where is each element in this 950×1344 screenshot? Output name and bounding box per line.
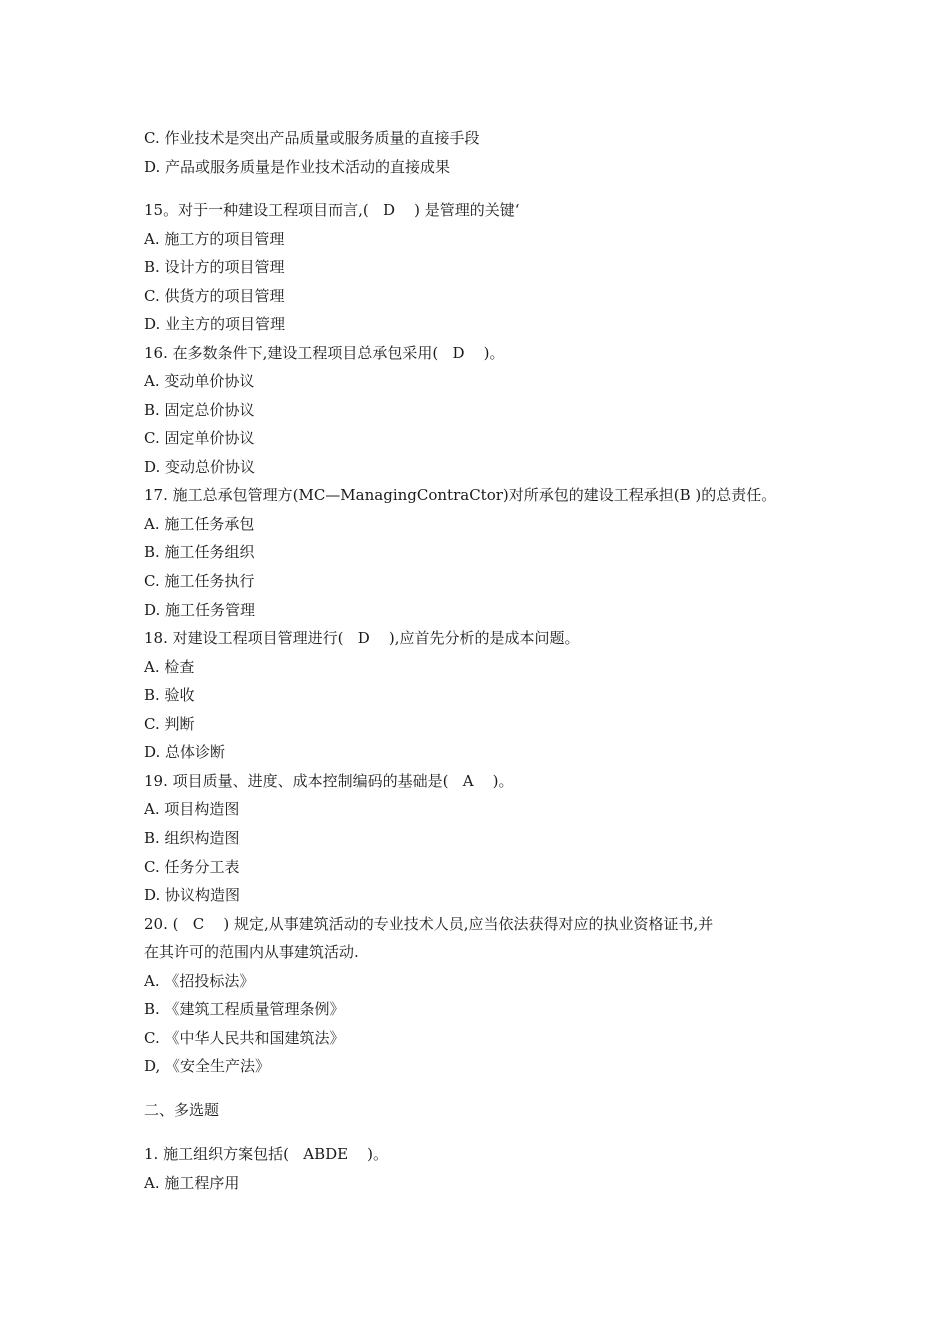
option-line: B. 《建筑工程质量管理条例》 [144, 1000, 345, 1018]
question-16: 16. 在多数条件下,建设工程项目总承包采用( D )。 [144, 344, 505, 362]
option-line: C. 施工任务执行 [144, 572, 255, 590]
option-line: D. 施工任务管理 [144, 601, 256, 619]
option-line: A. 施工任务承包 [144, 515, 255, 533]
option-line: A. 项目构造图 [144, 800, 240, 818]
option-line: D. 总体诊断 [144, 743, 226, 761]
option-line: D, 《安全生产法》 [144, 1057, 271, 1075]
question-20-continued: 在其许可的范围内从事建筑活动. [144, 943, 359, 961]
option-line: A. 施工程序用 [144, 1174, 240, 1192]
question-19: 19. 项目质量、进度、成本控制编码的基础是( A )。 [144, 772, 514, 790]
option-line: B. 组织构造图 [144, 829, 240, 847]
option-line: D. 变动总价协议 [144, 458, 256, 476]
option-line: A. 《招投标法》 [144, 972, 255, 990]
question-20: 20. ( C ) 规定,从事建筑活动的专业技术人员,应当依法获得对应的执业资格证书,并 [144, 915, 714, 933]
option-line: B. 固定总价协议 [144, 401, 255, 419]
option-line: C. 《中华人民共和国建筑法》 [144, 1029, 345, 1047]
option-line: C. 任务分工表 [144, 858, 240, 876]
option-line: A. 变动单价协议 [144, 372, 255, 390]
option-line: C. 判断 [144, 715, 195, 733]
option-line: B. 施工任务组织 [144, 543, 255, 561]
option-line: B. 设计方的项目管理 [144, 258, 285, 276]
option-line: D. 协议构造图 [144, 886, 241, 904]
section-heading: 二、多选题 [144, 1101, 220, 1119]
option-line: B. 验收 [144, 686, 195, 704]
multi-question-1: 1. 施工组织方案包括( ABDE )。 [144, 1145, 388, 1163]
option-line: A. 检查 [144, 658, 195, 676]
text-line: D. 产品或服务质量是作业技术活动的直接成果 [144, 158, 451, 176]
option-line: D. 业主方的项目管理 [144, 315, 286, 333]
option-line: A. 施工方的项目管理 [144, 230, 285, 248]
option-line: C. 供货方的项目管理 [144, 287, 285, 305]
question-15: 15。对于一种建设工程项目而言,( D ) 是管理的关键‘ [144, 201, 520, 219]
question-18: 18. 对建设工程项目管理进行( D ),应首先分析的是成本问题。 [144, 629, 580, 647]
option-line: C. 固定单价协议 [144, 429, 255, 447]
question-17: 17. 施工总承包管理方(MC—ManagingContraCtor)对所承包的建设工程承担(B )的总责任。 [144, 486, 777, 504]
text-line: C. 作业技术是突出产品质量或服务质量的直接手段 [144, 129, 480, 147]
